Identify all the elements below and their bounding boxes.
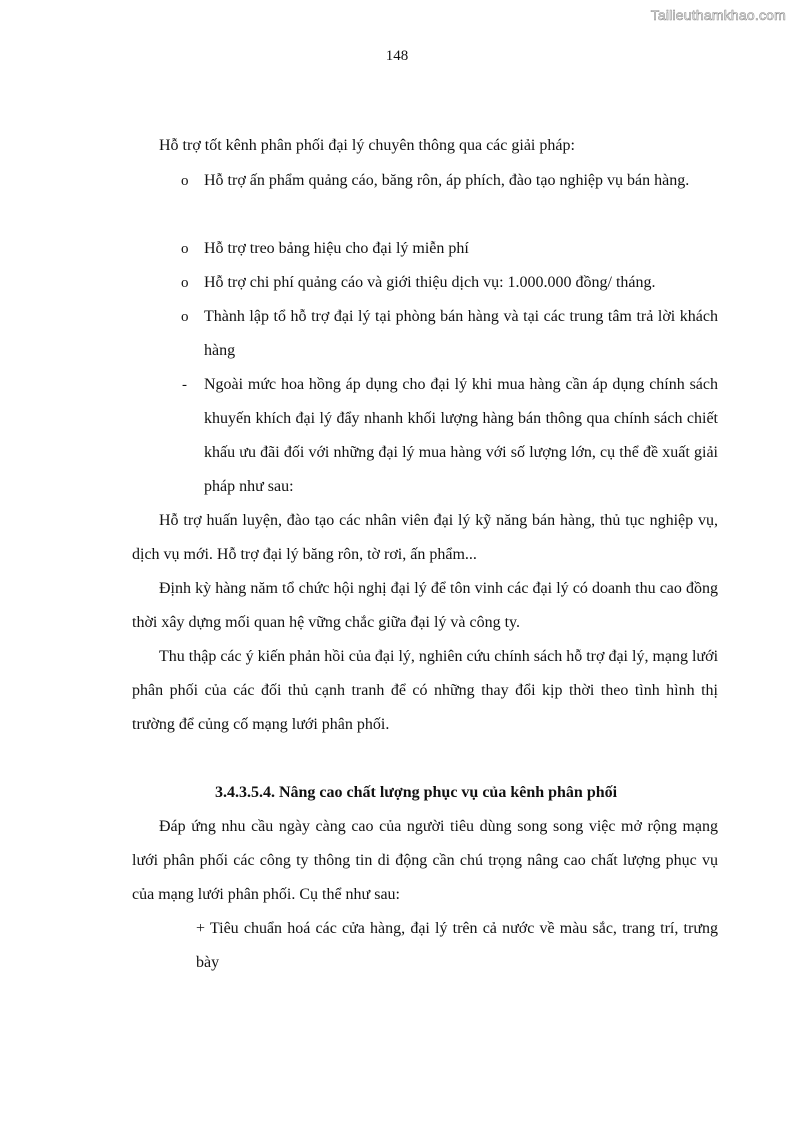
watermark: Tailieuthamkhao.com xyxy=(650,7,786,23)
bullet-item: Hỗ trợ ấn phẩm quảng cáo, băng rôn, áp phích, đào tạo nghiệp vụ bán hàng. xyxy=(204,172,690,189)
bullet-item: Hỗ trợ chi phí quảng cáo và giới thiệu dịch vụ: 1.000.000 đồng/ tháng. xyxy=(204,274,656,291)
body-paragraph: Định kỳ hàng năm tổ chức hội nghị đại lý để tôn vinh các đại lý có doanh thu cao đồng thời xây dựng mối quan hệ vững chắc giữa đại lý và công ty. xyxy=(132,580,718,631)
section-heading: 3.4.3.5.4. Nâng cao chất lượng phục vụ của kênh phân phối xyxy=(214,784,618,801)
body-paragraph: Hỗ trợ huấn luyện, đào tạo các nhân viên đại lý kỹ năng bán hàng, thủ tục nghiệp vụ, dịch vụ mới. Hỗ trợ đại lý băng rôn, tờ rơi, ấn phẩm... xyxy=(132,512,718,563)
dash-marker: - xyxy=(182,377,187,393)
page-number: 148 xyxy=(385,48,409,64)
dash-item: Ngoài mức hoa hồng áp dụng cho đại lý khi mua hàng cần áp dụng chính sách khuyến khích đại lý đẩy nhanh khối lượng hàng bán thông qua chính sách chiết khấu ưu đãi đối với những đại lý mua hàng với số lượng lớn, cụ thể đề xuất giải pháp như sau: xyxy=(204,376,718,495)
bullet-marker: o xyxy=(181,275,189,291)
bullet-item: Hỗ trợ treo bảng hiệu cho đại lý miễn phí xyxy=(204,240,469,257)
body-paragraph: Thu thập các ý kiến phản hồi của đại lý, nghiên cứu chính sách hỗ trợ đại lý, mạng lưới phân phối của các đối thủ cạnh tranh để có những thay đổi kịp thời theo tình hình thị trường để củng cố mạng lưới phân phối. xyxy=(132,648,719,733)
bullet-marker: o xyxy=(181,173,189,189)
plus-item: + Tiêu chuẩn hoá các cửa hàng, đại lý trên cả nước về màu sắc, trang trí, trưng bày xyxy=(196,920,718,971)
bullet-marker: o xyxy=(181,241,189,257)
bullet-item: Thành lập tổ hỗ trợ đại lý tại phòng bán hàng và tại các trung tâm trả lời khách hàng xyxy=(204,308,718,359)
bullet-marker: o xyxy=(181,309,189,325)
intro-paragraph: Hỗ trợ tốt kênh phân phối đại lý chuyên thông qua các giải pháp: xyxy=(159,137,575,154)
section-paragraph: Đáp ứng nhu cầu ngày càng cao của người tiêu dùng song song việc mở rộng mạng lưới phân phối các công ty thông tin di động cần chú trọng nâng cao chất lượng phục vụ của mạng lưới phân phối. Cụ thể như sau: xyxy=(132,818,718,903)
